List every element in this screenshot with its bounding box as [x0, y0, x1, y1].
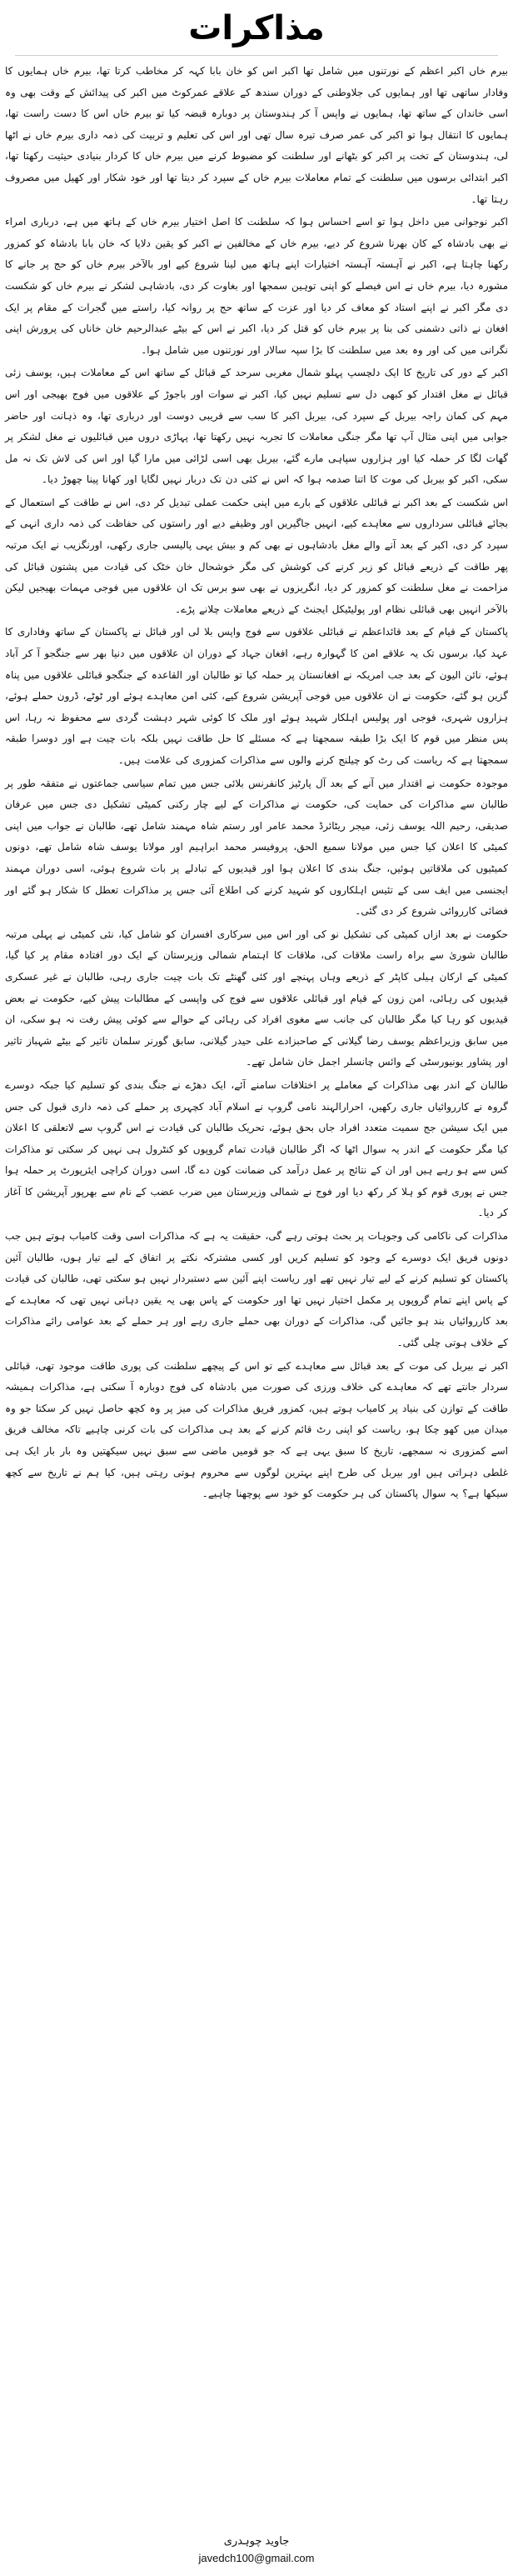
article-paragraph: موجودہ حکومت نے اقتدار میں آنے کے بعد آل پارٹیز کانفرنس بلائی جس میں تمام سیاسی جماعتوں نے متفقہ طور پر طالبان سے مذاکرات کی حمایت کی، حکومت نے مذاکرات کے لیے چار رکنی کمیٹی تشکیل دی جس میں عرفان صدیقی، رحیم اللہ یوسف زئی، میجر ریٹائرڈ محمد عامر اور رستم شاہ مہمند شامل تھے، طالبان نے جواب میں اپنی کمیٹی کا اعلان کیا جس میں مولانا سمیع الحق، پروفیسر محمد ابراہیم اور مولانا یوسف شاہ شامل تھے، دونوں کمیٹیوں کی ملاقاتیں ہوئیں، جنگ بندی کا اعلان ہوا اور قیدیوں کے تبادلے پر بات شروع ہوئی، اسی دوران مہمند ایجنسی میں ایف سی کے تئیس اہلکاروں کو شہید کرنے کی اطلاع آئی جس پر مذاکرات تعطل کا شکار ہو گئے اور فضائی کارروائی شروع کر دی گئی۔ [5, 777, 508, 918]
author-name: جاوید چوہدری [223, 2535, 290, 2548]
article-title: مذاکرات [188, 9, 325, 48]
headline-area [5, 0, 508, 52]
article-paragraph: پاکستان کے قیام کے بعد قائداعظم نے قبائلی علاقوں سے فوج واپس بلا لی اور قبائل نے پاکستان کے ساتھ وفاداری کا عہد کیا، برسوں تک یہ علاقے امن کا گہوارہ رہے، افغان جہاد کے دوران ان علاقوں میں دنیا بھر سے جنگجو آ کر آباد ہوئے، نائن الیون کے بعد جب امریکہ نے افغانستان پر حملہ کیا تو طالبان اور القاعدہ کے جنگجو قبائلی علاقوں میں پناہ گزین ہو گئے، حکومت نے ان علاقوں میں فوجی آپریشن شروع کیے، کئی امن معاہدے ہوئے اور ٹوٹے، ڈرون حملے ہوئے، ہزاروں شہری، فوجی اور پولیس اہلکار شہید ہوئے اور ملک کا کوئی شہر دہشت گردی سے محفوظ نہ رہا، اس پس منظر میں قوم کا ایک بڑا طبقہ سمجھتا ہے کہ مسئلے کا حل طاقت نہیں بلکہ بات چیت ہے اور دوسرا طبقہ سمجھتا ہے کہ ریاست کی رٹ کو چیلنج کرنے والوں سے مذاکرات کمزوری کی علامت ہیں۔ [5, 626, 508, 766]
article-paragraph: بیرم خاں اکبر اعظم کے نورتنوں میں شامل تھا اکبر اس کو خان بابا کہہ کر مخاطب کرتا تھا، بیرم خاں ہمایوں کا وفادار ساتھی تھا اور ہمایوں کی جلاوطنی کے دوران سندھ کے علاقے عمرکوٹ میں اکبر کی پیدائش کے وقت بھی وہ اسی خاندان کے ساتھ تھا، ہمایوں نے واپس آ کر ہندوستان پر دوبارہ قبضہ کیا تو بیرم خاں اس کا دست راست تھا، ہمایوں کا انتقال ہوا تو اکبر کی عمر صرف تیرہ سال تھی اور اس کی تعلیم و تربیت کی ذمہ داری بیرم خاں نے اٹھا لی، ہندوستان کے تخت پر اکبر کو بٹھانے اور سلطنت کو مضبوط کرنے میں بیرم خاں کا کردار بنیادی حیثیت رکھتا تھا، اکبر ابتدائی برسوں میں سلطنت کے تمام معاملات بیرم خاں کے سپرد کر دیتا تھا اور خود شکار اور کھیل میں مصروف رہتا تھا۔ [5, 65, 508, 205]
article-paragraph: حکومت نے بعد ازاں کمیٹی کی تشکیل نو کی اور اس میں سرکاری افسران کو شامل کیا، نئی کمیٹی نے پہلی مرتبہ طالبان شوریٰ سے براہ راست ملاقات کی، ملاقات کا اہتمام شمالی وزیرستان کے ایک دور افتادہ مقام پر کیا گیا، کمیٹی کے ارکان ہیلی کاپٹر کے ذریعے وہاں پہنچے اور کئی گھنٹے تک بات چیت جاری رہی، طالبان نے غیر عسکری قیدیوں کی رہائی، امن زون کے قیام اور قبائلی علاقوں سے فوج کی واپسی کے مطالبات پیش کیے، حکومت نے بعض قیدیوں کو رہا کیا مگر طالبان کی جانب سے مغوی افراد کی رہائی کے حوالے سے کوئی پیش رفت نہ ہو سکی، ان میں سابق وزیراعظم یوسف رضا گیلانی کے صاحبزادے علی حیدر گیلانی، سابق گورنر سلمان تاثیر کے بیٹے شہباز تاثیر اور پشاور یونیورسٹی کے وائس چانسلر اجمل خان شامل تھے۔ [5, 928, 508, 1068]
article-paragraph: اس شکست کے بعد اکبر نے قبائلی علاقوں کے بارے میں اپنی حکمت عملی تبدیل کر دی، اس نے طاقت کے استعمال کے بجائے قبائلی سرداروں سے معاہدے کیے، انہیں جاگیریں اور وظیفے دیے اور راستوں کی حفاظت کی ذمہ داری انہی کے سپرد کر دی، اکبر کے بعد آنے والے مغل بادشاہوں نے بھی کم و بیش یہی پالیسی جاری رکھی، اورنگزیب نے ایک مرتبہ پھر طاقت کے ذریعے قبائل کو زیر کرنے کی کوشش کی مگر خوشحال خان خٹک کی قیادت میں پشتون قبائل کی مزاحمت نے مغل سلطنت کو کمزور کر دیا، انگریزوں نے بھی سو برس تک ان علاقوں میں فوجی مہمات بھیجیں لیکن بالآخر انہیں بھی قبائلی نظام اور پولیٹیکل ایجنٹ کے ذریعے معاملات چلانے پڑے۔ [5, 496, 508, 615]
article-body [5, 61, 508, 1505]
article-paragraph: طالبان کے اندر بھی مذاکرات کے معاملے پر اختلافات سامنے آئے، ایک دھڑے نے جنگ بندی کو تسلیم کیا جبکہ دوسرے گروہ نے کارروائیاں جاری رکھیں، احرارالہند نامی گروپ نے اسلام آباد کچہری پر حملے کی ذمہ داری قبول کی جس میں ایک سیشن جج سمیت متعدد افراد جاں بحق ہوئے، تحریک طالبان کی قیادت نے اس گروپ سے لاتعلقی کا اعلان کیا مگر حکومت کے اندر یہ سوال اٹھا کہ اگر طالبان قیادت تمام گروپوں کو کنٹرول ہی نہیں کر سکتی تو مذاکرات کس سے ہو رہے ہیں اور ان کے نتائج پر عمل درآمد کی ضمانت کون دے گا، اسی دوران کراچی ایئرپورٹ پر حملہ ہوا جس نے پوری قوم کو ہلا کر رکھ دیا اور فوج نے شمالی وزیرستان میں ضرب عضب کے نام سے بھرپور آپریشن کا آغاز کر دیا۔ [5, 1078, 508, 1219]
article-paragraph: اکبر کے دور کی تاریخ کا ایک دلچسپ پہلو شمال مغربی سرحد کے قبائل کے ساتھ اس کے معاملات ہیں، یوسف زئی قبائل نے مغل اقتدار کو کبھی دل سے تسلیم نہیں کیا، اکبر نے سوات اور باجوڑ کے علاقوں میں فوج بھیجی اور اس مہم کی کمان راجہ بیربل کے سپرد کی، بیربل اکبر کا سب سے قریبی دوست اور درباری تھا، وہ ذہانت اور حاضر جوابی میں اپنی مثال آپ تھا مگر جنگی معاملات کا تجربہ نہیں رکھتا تھا، پہاڑی دروں میں قبائلیوں نے مغل لشکر پر گھات لگا کر حملہ کیا اور ہزاروں سپاہی مارے گئے، بیربل بھی اسی لڑائی میں مارا گیا اور اس کی لاش تک نہ مل سکی، اکبر کو بیربل کی موت کا اتنا صدمہ ہوا کہ اس نے کئی دن تک دربار نہیں لگایا اور کھانا پینا چھوڑ دیا۔ [5, 367, 508, 486]
title-divider [15, 55, 498, 56]
byline [0, 2533, 513, 2567]
author-email[interactable]: javedch100@gmail.com [198, 2552, 315, 2564]
article-paragraph: اکبر نوجوانی میں داخل ہوا تو اسے احساس ہوا کہ سلطنت کا اصل اختیار بیرم خاں کے ہاتھ میں ہے، درباری امراء نے بھی بادشاہ کے کان بھرنا شروع کر دیے، بیرم خاں کے مخالفین نے اکبر کو یقین دلایا کہ خان بابا بادشاہ کو کمزور رکھنا چاہتا ہے، اکبر نے آہستہ آہستہ اختیارات اپنے ہاتھ میں لینا شروع کیے اور بالآخر بیرم خاں کو حج پر جانے کا مشورہ دیا، بیرم خاں نے اس فیصلے کو اپنی توہین سمجھا اور بغاوت کر دی، بادشاہی لشکر نے بیرم خاں کو شکست دی مگر اکبر نے اپنے استاد کو معاف کر دیا اور عزت کے ساتھ حج پر روانہ کیا، راستے میں گجرات کے مقام پر ایک افغان نے ذاتی دشمنی کی بنا پر بیرم خاں کو قتل کر دیا، اکبر نے اس کے بیٹے عبدالرحیم خان خاناں کی پرورش اپنی نگرانی میں کی اور وہ بعد میں سلطنت کا بڑا سپہ سالار اور نورتنوں میں شامل ہوا۔ [5, 216, 508, 356]
article-paragraph: اکبر نے بیربل کی موت کے بعد قبائل سے معاہدے کیے تو اس کے پیچھے سلطنت کی پوری طاقت موجود تھی، قبائلی سردار جانتے تھے کہ معاہدے کی خلاف ورزی کی صورت میں بادشاہ کی فوج دوبارہ آ سکتی ہے، مذاکرات ہمیشہ طاقت کے توازن کی بنیاد پر کامیاب ہوتے ہیں، کمزور فریق مذاکرات کی میز پر وہ کچھ حاصل نہیں کر سکتا جو وہ میدان میں کھو چکا ہو، ریاست کو اپنی رٹ قائم کرنے کے بعد ہی مذاکرات کی بات کرنی چاہیے تاکہ مخالف فریق اسے کمزوری نہ سمجھے، تاریخ کا سبق یہی ہے کہ جو قومیں ماضی سے سبق نہیں سیکھتیں وہ بار بار ایک ہی غلطی دہراتی ہیں اور بیربل کی طرح اپنے بہترین لوگوں سے محروم ہوتی رہتی ہیں، کیا ہم نے تاریخ سے کچھ سیکھا ہے؟ یہ سوال پاکستان کی ہر حکومت کو خود سے پوچھنا چاہیے۔ [5, 1359, 508, 1500]
article-paragraph: مذاکرات کی ناکامی کی وجوہات پر بحث ہوتی رہے گی، حقیقت یہ ہے کہ مذاکرات اسی وقت کامیاب ہوتے ہیں جب دونوں فریق ایک دوسرے کے وجود کو تسلیم کریں اور کسی مشترکہ نکتے پر اتفاق کے لیے تیار ہوں، طالبان آئین پاکستان کو تسلیم کرنے کے لیے تیار نہیں تھے اور ریاست اپنے آئین سے دستبردار نہیں ہو سکتی تھی، طالبان کی قیادت کے پاس اپنے تمام گروپوں پر مکمل اختیار نہیں تھا اور حکومت کے پاس بھی یہ یقین دہانی نہیں تھی کہ معاہدے کے بعد کارروائیاں بند ہو جائیں گی، مذاکرات کے دوران بھی حملے جاری رہے اور ہر حملے کے بعد عوامی رائے مذاکرات کے خلاف ہوتی چلی گئی۔ [5, 1230, 508, 1349]
